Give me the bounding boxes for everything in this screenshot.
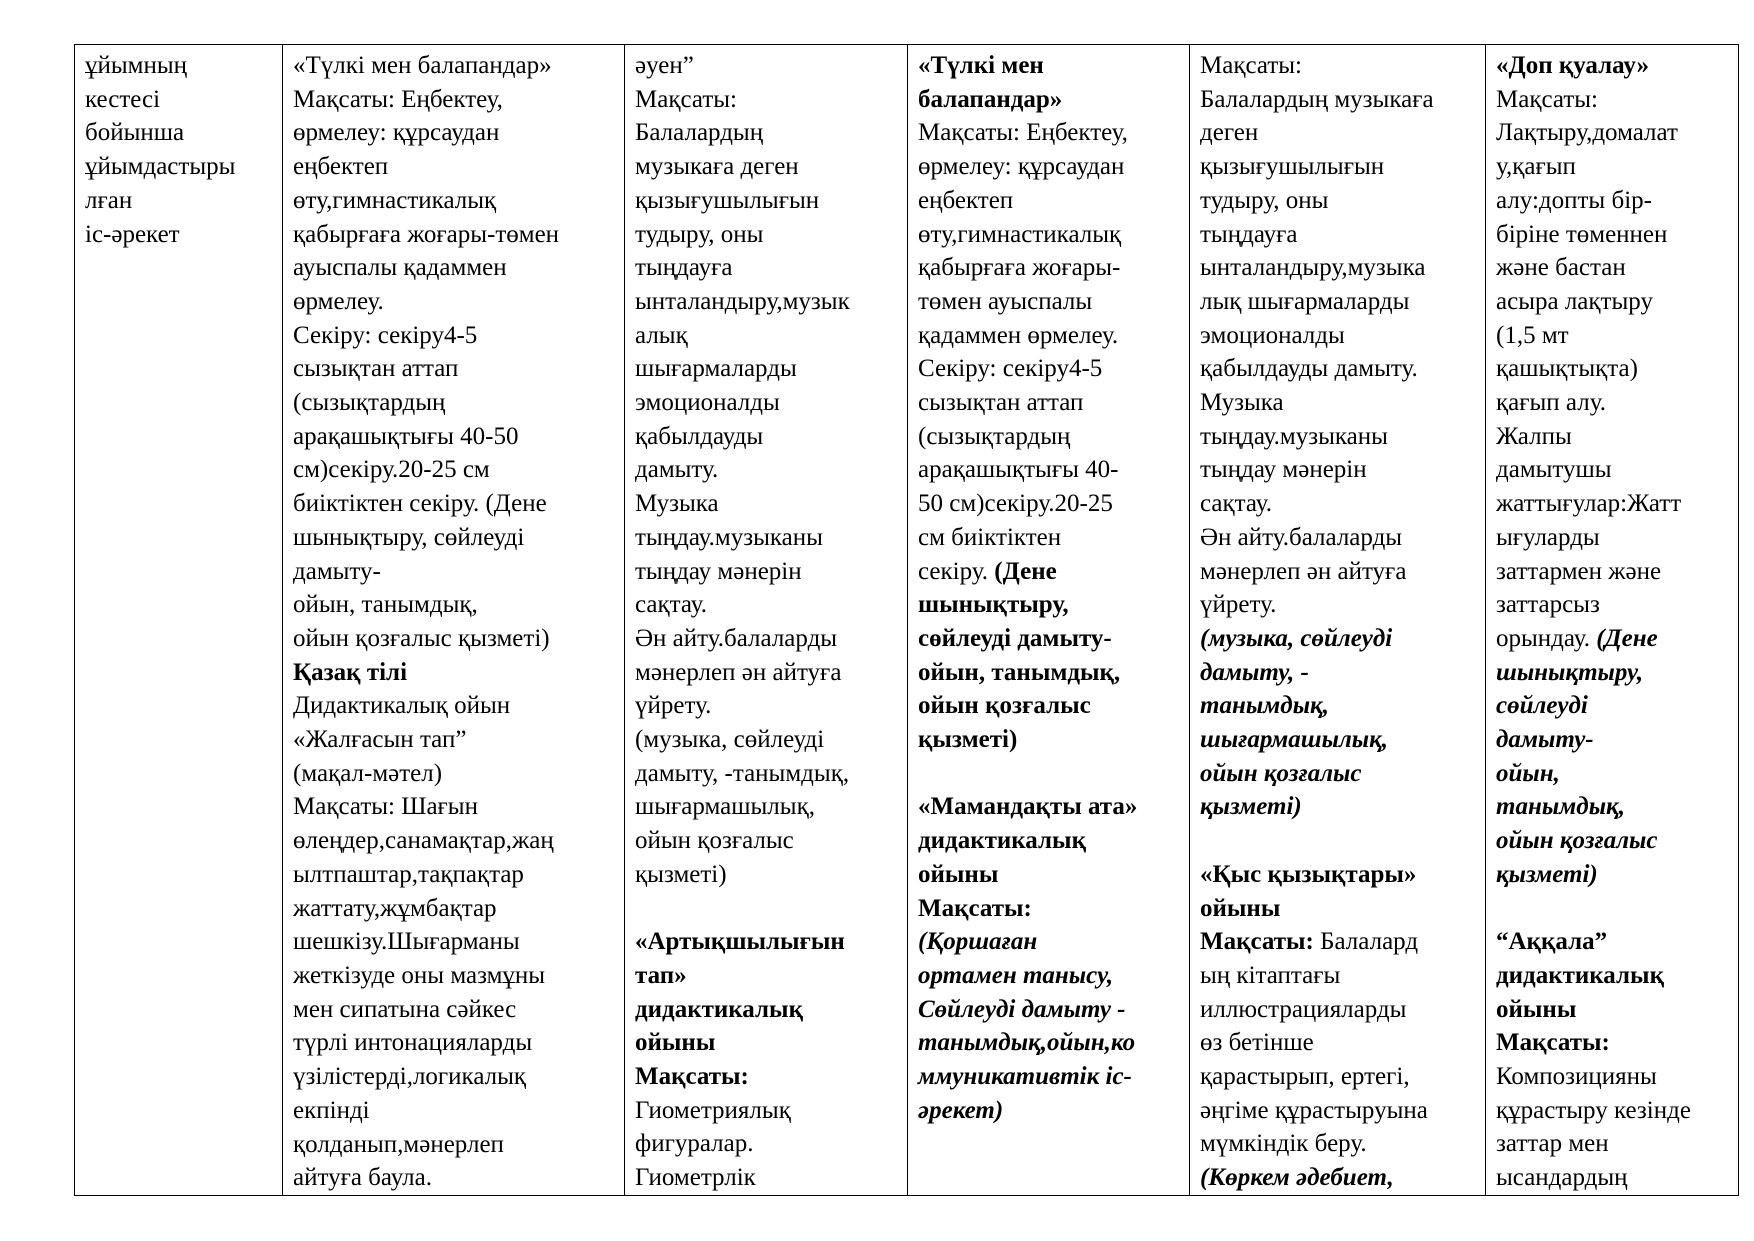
cell-text-line: танымдық,: [1200, 692, 1329, 720]
cell-text-line: [1200, 824, 1477, 858]
cell-text-line: “Аққала”: [1496, 928, 1608, 956]
cell-text-line: Мақсаты: Шағын: [293, 793, 478, 821]
cell-text-line: Мақсаты:: [635, 1063, 749, 1091]
cell-text-line: (Көркем әдебиет,: [1200, 1164, 1394, 1192]
cell-text-line: мәнерлеп ән айтуға: [1200, 557, 1407, 585]
cell-text-line: арақашықтығы 40-50: [293, 422, 519, 450]
cell-text-line: дамытушы: [1496, 456, 1612, 484]
cell-text-line: «Түлкі мен балапандар»: [293, 52, 552, 79]
activity-plan-table: [74, 44, 1739, 1196]
cell-text-line: балапандар»: [918, 85, 1063, 113]
cell-text-line: қызығушылығын: [635, 186, 820, 214]
cell-text-line: 50 см)секіру.20-25: [918, 490, 1113, 518]
cell-text-line: Мақсаты:: [1200, 52, 1302, 79]
cell-text-line: сөйлеуді: [1496, 692, 1588, 720]
cell-text-line: қашықтықта): [1496, 355, 1638, 383]
cell-text-line: айтуға баула.: [293, 1164, 432, 1192]
cell-text-line: см биіктіктен: [918, 523, 1062, 551]
cell-text-line: тудыру, оны: [1200, 186, 1329, 214]
cell-text-line: қызметі): [1496, 860, 1598, 888]
cell-text-line: кестесі: [85, 85, 161, 113]
cell-text-line: дамыту, -танымдық,: [635, 759, 850, 787]
cell-text-line: мәнерлеп ән айтуға: [635, 658, 842, 686]
cell-text-line: ойын қозғалыс: [918, 692, 1091, 720]
cell-text-line: Ән айту.балаларды: [635, 624, 838, 652]
cell-text-line: дидактикалық: [635, 995, 803, 1023]
cell-text-line: (мақал-мәтел): [293, 759, 443, 787]
cell-text-line: түрлі интонацияларды: [293, 1029, 533, 1057]
cell-text-line: әңгіме құрастыруына: [1200, 1096, 1428, 1124]
cell-text-line: Композицияны: [1496, 1063, 1657, 1091]
cell-text-line: іс-әрекет: [85, 220, 180, 248]
cell-text-line: Мақсаты:: [635, 85, 737, 113]
cell-text-line: (сызықтардың: [293, 389, 446, 417]
cell-text-line: қызметі): [918, 726, 1018, 754]
cell-text-line: Мақсаты: Еңбектеу,: [293, 85, 503, 113]
table-row: [75, 45, 1739, 1196]
cell-text-line: Музыка: [1200, 389, 1284, 417]
cell-text-line: дидактикалық: [918, 827, 1086, 855]
cell-text-line: Дидактикалық ойын: [293, 692, 511, 720]
cell-text-line: секіру. (Дене: [918, 557, 1057, 585]
column-day-3: [908, 45, 1190, 1196]
cell-text-line: ығуларды: [1496, 523, 1600, 551]
cell-text-line: шынықтыру, сөйлеуді: [293, 523, 525, 551]
cell-text-line: ойын, танымдық,: [293, 591, 478, 619]
cell-text-line: дамыту-: [293, 557, 381, 585]
column-day-1: [283, 45, 625, 1196]
cell-text-line: «Артықшылығын: [635, 928, 845, 956]
cell-text-line: және бастан: [1496, 254, 1626, 282]
cell-text-line: ммуникативтік іс-: [918, 1063, 1132, 1091]
cell-text-line: ысандардың: [1496, 1164, 1628, 1192]
cell-text-line: Қазақ тілі: [293, 658, 408, 686]
cell-text-line: ортамен танысу,: [918, 961, 1114, 989]
cell-text-line: ойыны: [635, 1029, 716, 1057]
cell-text-line: ынталандыру,музыка: [1200, 254, 1426, 282]
cell-text-line: сақтау.: [635, 591, 707, 619]
cell-text-line: төмен ауыспалы: [918, 287, 1093, 315]
cell-text-line: әрекет): [918, 1096, 1004, 1124]
cell-text-line: қабылдауды дамыту.: [1200, 355, 1418, 383]
cell-text-line: өрмелеу.: [293, 287, 384, 315]
cell-text-line: «Мамандақты ата»: [918, 793, 1138, 821]
cell-text-line: алу:допты бір-: [1496, 186, 1652, 214]
cell-text-line: шығармашылық,: [1200, 726, 1389, 754]
column-activity-label: [75, 45, 283, 1196]
cell-text-line: Мақсаты:: [1496, 1029, 1610, 1057]
cell-text-line: ойыны: [918, 860, 999, 888]
cell-text-line: ойын қозғалыс: [1496, 827, 1658, 855]
cell-text-line: заттармен және: [1496, 557, 1662, 585]
cell-text-line: ынталандыру,музык: [635, 287, 850, 315]
cell-text-line: үйрету.: [1200, 591, 1277, 619]
column-day-4: [1190, 45, 1486, 1196]
cell-text-line: ың кітаптағы: [1200, 961, 1341, 989]
cell-text-line: Лақтыру,домалат: [1496, 119, 1678, 147]
cell-text-line: Мақсаты:: [1496, 85, 1598, 113]
cell-text-line: танымдық,ойын,ко: [918, 1029, 1136, 1057]
cell-text-line: тыңдау мәнерін: [635, 557, 802, 585]
cell-text-line: танымдық,: [1496, 793, 1625, 821]
cell-text-line: (музыка, сөйлеуді: [635, 726, 825, 754]
cell-text-line: шығармаларды: [635, 355, 797, 383]
column-day-2: [625, 45, 908, 1196]
cell-text-line: Музыка: [635, 490, 719, 518]
cell-text-line: у,қағып: [1496, 153, 1576, 181]
cell-text-line: жеткізуде оны мазмұны: [293, 961, 546, 989]
cell-text-line: тыңдауға: [1200, 220, 1298, 248]
cell-text-line: дамыту.: [635, 456, 719, 484]
cell-text-line: [635, 892, 899, 926]
cell-text-line: қолданып,мәнерлеп: [293, 1130, 504, 1158]
cell-text-line: ойыны: [1200, 894, 1281, 922]
cell-text-line: қадаммен өрмелеу.: [918, 321, 1119, 349]
cell-text-line: эмоционалды: [635, 389, 780, 417]
cell-text-line: еңбектеп: [293, 153, 389, 181]
cell-text-line: өлеңдер,санамақтар,жаң: [293, 827, 554, 855]
cell-text-line: бойынша: [85, 119, 185, 147]
cell-text-line: сызықтан аттап: [293, 355, 459, 383]
cell-text-line: біріне төменнен: [1496, 220, 1668, 248]
cell-text-line: «Доп қуалау»: [1496, 52, 1650, 79]
cell-text-line: қызметі): [1200, 793, 1302, 821]
cell-text-line: асыра лақтыру: [1496, 287, 1653, 315]
cell-text-line: дамыту-: [1496, 726, 1594, 754]
cell-text-line: мен сипатына сәйкес: [293, 995, 517, 1023]
cell-text-line: «Түлкі мен: [918, 52, 1044, 79]
cell-text-line: Ән айту.балаларды: [1200, 523, 1403, 551]
cell-text-line: ойын қозғалыс: [635, 827, 794, 855]
cell-text-line: ұйымның: [85, 52, 188, 79]
cell-text-line: иллюстрацияларды: [1200, 995, 1407, 1023]
cell-text-line: ойыны: [1496, 995, 1577, 1023]
cell-text-line: орындау. (Дене: [1496, 624, 1658, 652]
cell-text-line: сақтау.: [1200, 490, 1272, 518]
cell-text-line: ойын қозғалыс қызметі): [293, 624, 550, 652]
cell-text-line: шығармашылық,: [635, 793, 815, 821]
cell-text-line: екпінді: [293, 1096, 370, 1124]
cell-text-line: тудыру, оны: [635, 220, 764, 248]
cell-text-line: эмоционалды: [1200, 321, 1345, 349]
cell-text-line: сызықтан аттап: [918, 389, 1084, 417]
cell-text-line: Мақсаты: Балалард: [1200, 928, 1419, 956]
cell-text-line: өту,гимнастикалық: [293, 186, 497, 214]
cell-text-line: тыңдауға: [635, 254, 733, 282]
cell-text-line: үйрету.: [635, 692, 712, 720]
cell-text-line: ойын қозғалыс: [1200, 759, 1362, 787]
cell-text-line: биіктіктен секіру. (Дене: [293, 490, 547, 518]
cell-text-line: мүмкіндік беру.: [1200, 1130, 1367, 1158]
cell-text-line: қызығушылығын: [1200, 153, 1385, 181]
cell-text-line: өз бетінше: [1200, 1029, 1314, 1057]
cell-text-line: (сызықтардың: [918, 422, 1071, 450]
cell-text-line: Мақсаты:: [918, 894, 1032, 922]
cell-text-line: тыңдау.музыканы: [635, 523, 823, 551]
cell-text-line: Гиометриялық: [635, 1096, 791, 1124]
cell-text-line: сөйлеуді дамыту-: [918, 624, 1112, 652]
cell-text-line: шешкізу.Шығарманы: [293, 928, 520, 956]
cell-text-line: арақашықтығы 40-: [918, 456, 1119, 484]
cell-text-line: алық: [635, 321, 688, 349]
cell-text-line: жаттату,жұмбақтар: [293, 894, 497, 922]
cell-text-line: әуен”: [635, 52, 694, 79]
cell-text-line: тыңдау мәнерін: [1200, 456, 1367, 484]
cell-text-line: үзілістерді,логикалық: [293, 1063, 527, 1091]
cell-text-line: музыкаға деген: [635, 153, 799, 181]
cell-text-line: қабырғаға жоғары-төмен: [293, 220, 560, 248]
cell-text-line: лық шығармаларды: [1200, 287, 1410, 315]
cell-text-line: өту,гимнастикалық: [918, 220, 1122, 248]
cell-text-line: тап»: [635, 961, 687, 989]
cell-text-line: қызметі): [635, 860, 727, 888]
cell-text-line: деген: [1200, 119, 1259, 147]
cell-text-line: қарастырып, ертегі,: [1200, 1063, 1410, 1091]
cell-text-line: ылтпаштар,тақпақтар: [293, 860, 524, 888]
cell-text-line: дамыту, -: [1200, 658, 1309, 686]
cell-text-line: Балалардың: [635, 119, 764, 147]
cell-text-line: қабырғаға жоғары-: [918, 254, 1121, 282]
cell-text-line: шынықтыру,: [1496, 658, 1644, 686]
cell-text-line: ауыспалы қадаммен: [293, 254, 507, 282]
cell-text-line: лған: [85, 186, 133, 214]
cell-text-line: заттарсыз: [1496, 591, 1600, 619]
cell-text-line: шынықтыру,: [918, 591, 1069, 619]
cell-text-line: (1,5 мт: [1496, 321, 1569, 349]
cell-text-line: Мақсаты: Еңбектеу,: [918, 119, 1128, 147]
cell-text-line: «Қыс қызықтары»: [1200, 860, 1417, 888]
cell-text-line: ойын, танымдық,: [918, 658, 1121, 686]
cell-text-line: өрмелеу: құрсаудан: [918, 153, 1125, 181]
cell-text-line: (Қоршаған: [918, 928, 1038, 956]
cell-text-line: қағып алу.: [1496, 389, 1606, 417]
cell-text-line: ұйымдастыры: [85, 153, 236, 181]
cell-text-line: фигуралар.: [635, 1130, 754, 1158]
cell-text-line: [918, 757, 1181, 791]
cell-text-line: қабылдауды: [635, 422, 764, 450]
cell-text-line: Жалпы: [1496, 422, 1572, 450]
cell-text-line: «Жалғасын тап”: [293, 726, 467, 754]
cell-text-line: Секіру: секіру4-5: [293, 321, 478, 349]
cell-text-line: ойын,: [1496, 759, 1560, 787]
cell-text-line: (музыка, сөйлеуді: [1200, 624, 1393, 652]
cell-text-line: см)секіру.20-25 см: [293, 456, 490, 484]
cell-text-line: тыңдау.музыканы: [1200, 422, 1388, 450]
cell-text-line: өрмелеу: құрсаудан: [293, 119, 500, 147]
cell-text-line: құрастыру кезінде: [1496, 1096, 1691, 1124]
cell-text-line: Секіру: секіру4-5: [918, 355, 1103, 383]
cell-text-line: Сөйлеуді дамыту -: [918, 995, 1126, 1023]
cell-text-line: еңбектеп: [918, 186, 1014, 214]
cell-text-line: заттар мен: [1496, 1130, 1609, 1158]
cell-text-line: [1496, 892, 1730, 926]
cell-text-line: дидактикалық: [1496, 961, 1664, 989]
cell-text-line: Гиометрлік: [635, 1164, 756, 1192]
cell-text-line: жаттығулар:Жатт: [1496, 490, 1682, 518]
cell-text-line: Балалардың музыкаға: [1200, 85, 1434, 113]
column-day-5: [1486, 45, 1739, 1196]
